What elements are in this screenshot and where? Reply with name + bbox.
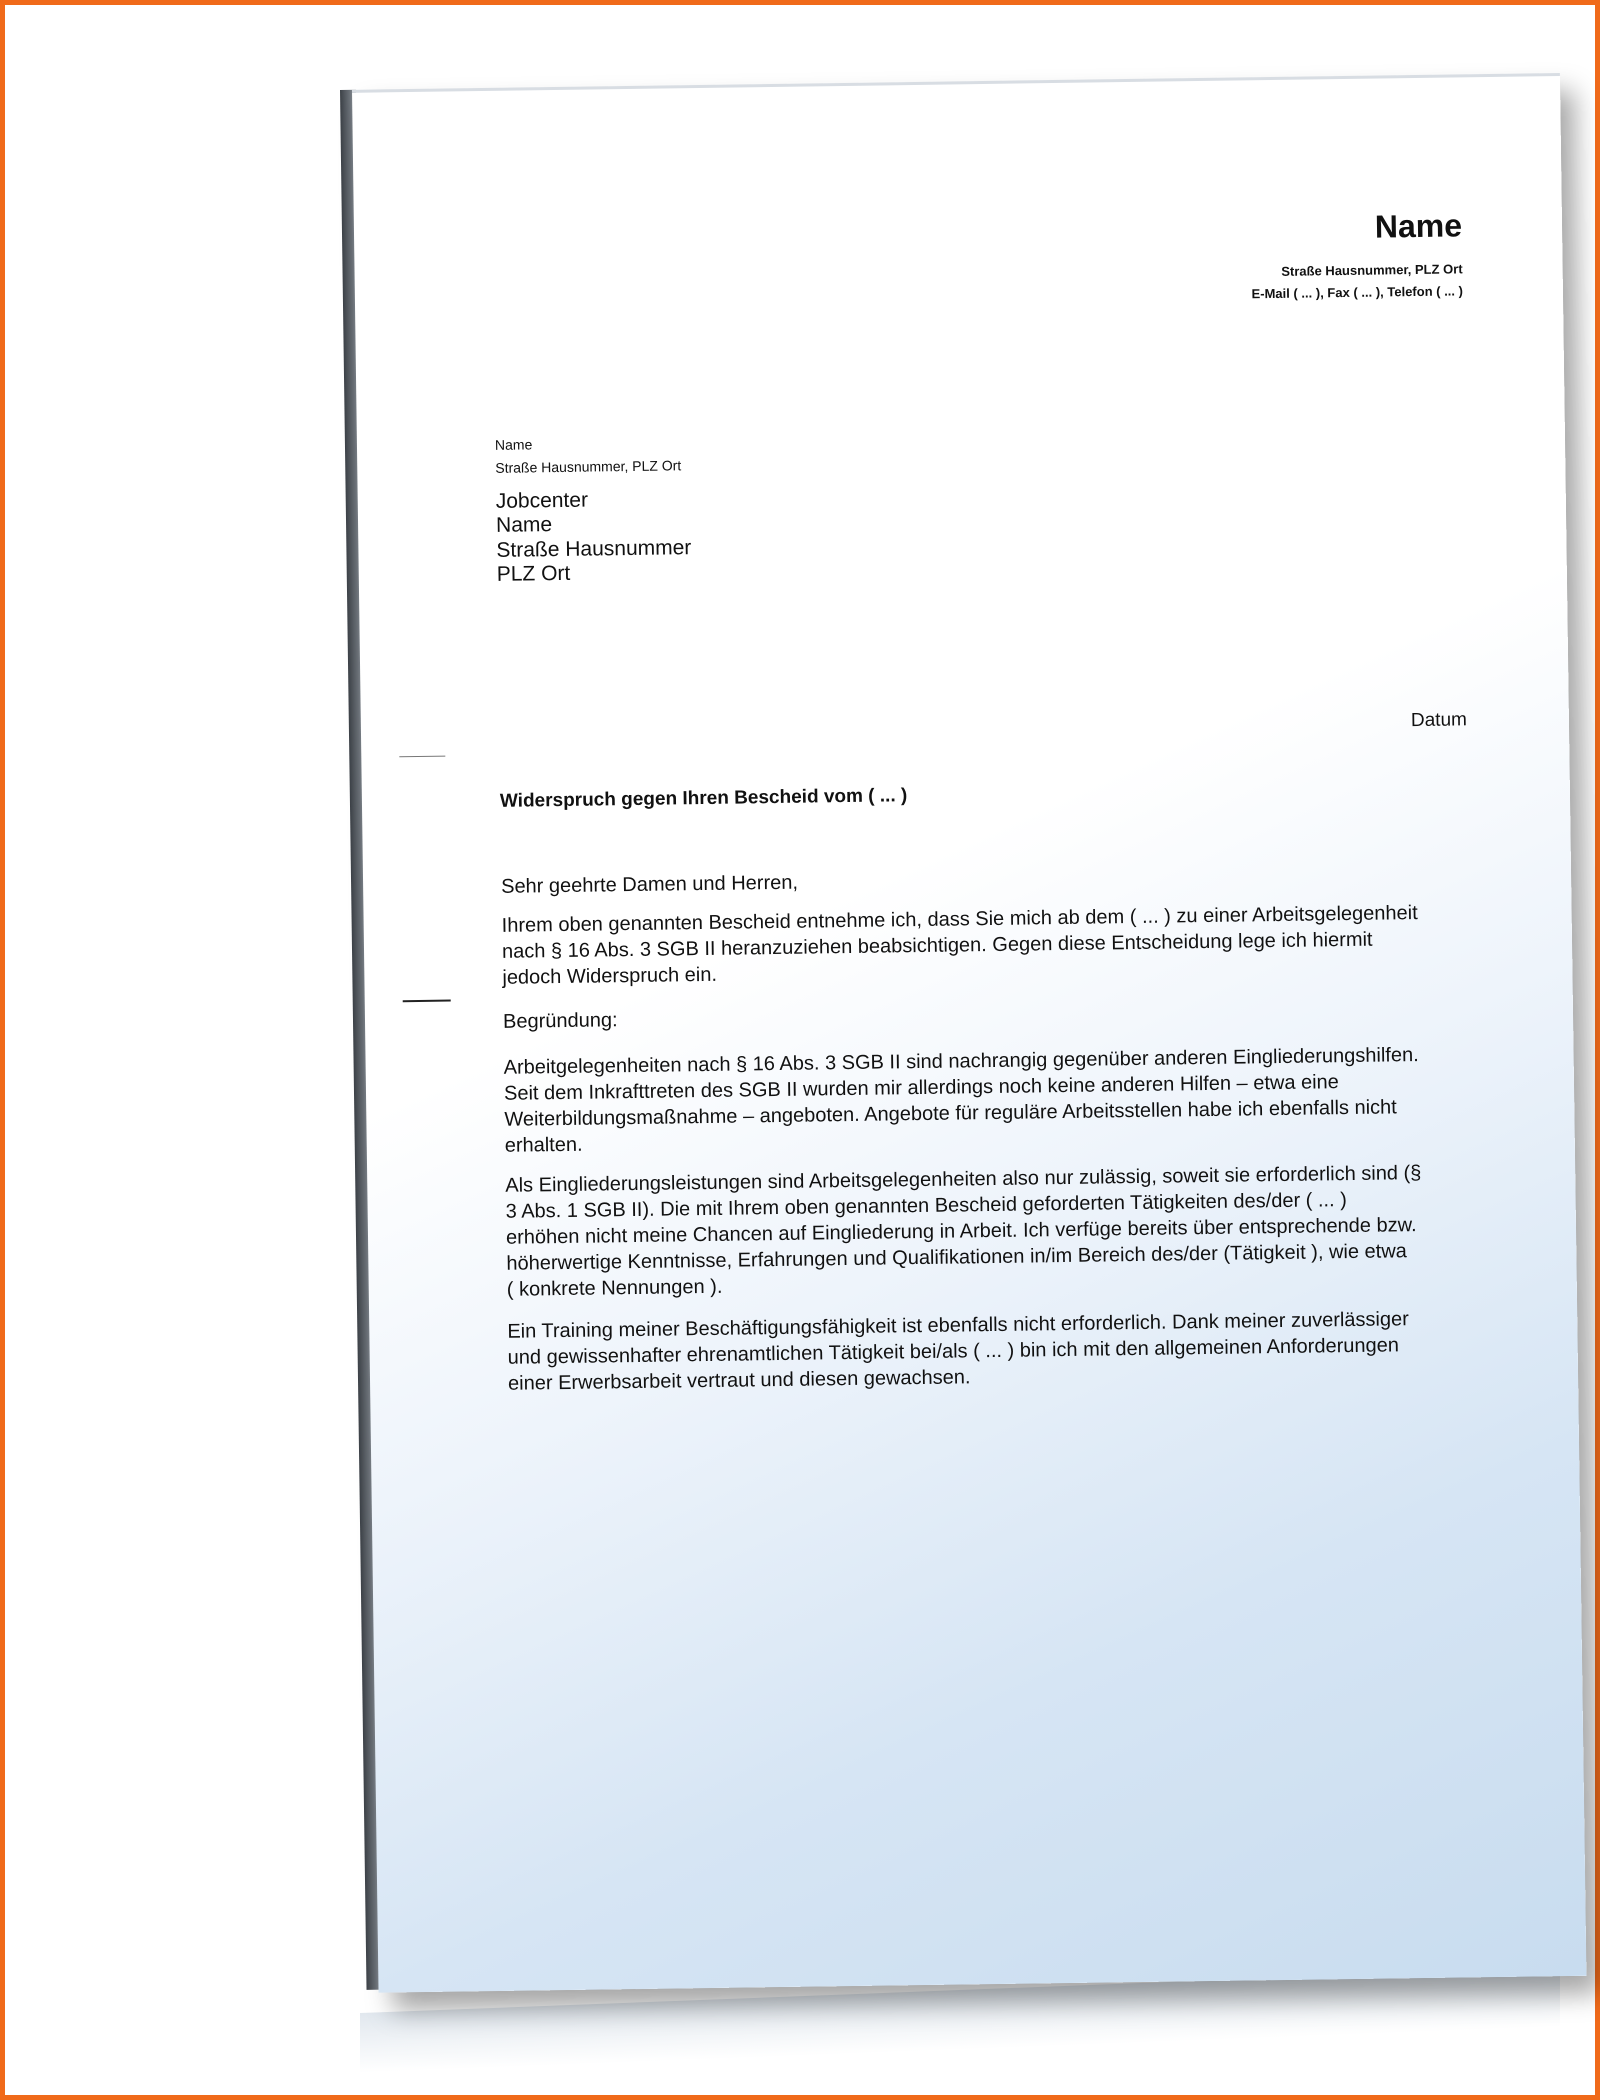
fold-mark-top xyxy=(399,756,445,758)
paragraph-line: und gewissenhafter ehrenamtlichen Tätigkeit bei/als ( ... ) bin ich mit den allgemeinen Anforderungen xyxy=(507,1334,1400,1369)
paragraph-1 xyxy=(503,1042,1419,1159)
reason-heading: Begründung: xyxy=(502,1009,618,1033)
paragraph-line: erhalten. xyxy=(504,1133,583,1157)
paragraph-line: Ein Training meiner Beschäftigungsfähigkeit ist ebenfalls nicht erforderlich. Dank meiner zuverlässiger xyxy=(507,1308,1409,1343)
paragraph-line: ( konkrete Nennungen ). xyxy=(506,1275,723,1301)
recipient-line-4: PLZ Ort xyxy=(496,561,571,586)
recipient-line-3: Straße Hausnummer xyxy=(496,536,692,562)
intro-line: Ihrem oben genannten Bescheid entnehme ich, dass Sie mich ab dem ( ... ) zu einer Arbeitsgelegenheit xyxy=(501,902,1418,937)
paragraph-line: 3 Abs. 1 SGB II). Die mit Ihrem oben genannten Bescheid geforderten Tätigkeiten des/der ( ... ) xyxy=(505,1189,1347,1223)
intro-line: nach § 16 Abs. 3 SGB II heranzuziehen beabsichtigen. Gegen diese Entscheidung lege ich hiermit xyxy=(501,928,1373,963)
paragraph-line: erhöhen nicht meine Chancen auf Eingliederung in Arbeit. Ich verfüge bereits über entsprechende bzw. xyxy=(505,1214,1417,1249)
return-address-street: Straße Hausnummer, PLZ Ort xyxy=(495,457,682,476)
paragraph-line: einer Erwerbsarbeit vertraut und diesen gewachsen. xyxy=(507,1366,971,1395)
paragraph-3 xyxy=(507,1306,1408,1397)
fold-mark-middle xyxy=(403,1000,451,1003)
letterhead-contact: E-Mail ( ... ), Fax ( ... ), Telefon ( ... ) xyxy=(1251,283,1464,302)
paragraph-line: Seit dem Inkrafttreten des SGB II wurden mir allerdings noch keine anderen Hilfen – etwa eine xyxy=(503,1071,1340,1105)
letter-sheet xyxy=(340,73,1586,1990)
letterhead-address: Straße Hausnummer, PLZ Ort xyxy=(1281,261,1463,279)
letter-subject: Widerspruch gegen Ihren Bescheid vom ( ... ) xyxy=(499,785,908,812)
paragraph-line: höherwertige Kenntnisse, Erfahrungen und Qualifikationen in/im Bereich des/der (Tätigkeit ), wie etwa xyxy=(506,1240,1407,1275)
paragraph-2 xyxy=(505,1160,1422,1303)
return-address-name: Name xyxy=(494,436,533,453)
salutation: Sehr geehrte Damen und Herren, xyxy=(500,871,799,898)
intro-paragraph xyxy=(501,900,1418,991)
paragraph-line: Arbeitgelegenheiten nach § 16 Abs. 3 SGB II sind nachrangig gegenüber anderen Eingliederungshilfen. xyxy=(503,1044,1419,1079)
recipient-line-2: Name xyxy=(495,513,553,537)
paragraph-line: Weiterbildungsmaßnahme – angeboten. Angebote für reguläre Arbeitsstellen habe ich ebenfalls nicht xyxy=(504,1096,1397,1131)
letter-page xyxy=(352,73,1586,1993)
intro-line: jedoch Widerspruch ein. xyxy=(502,963,718,989)
recipient-line-1: Jobcenter xyxy=(495,488,589,513)
letterhead-name: Name xyxy=(1374,207,1463,245)
letter-date: Datum xyxy=(1410,709,1468,732)
paragraph-line: Als Eingliederungsleistungen sind Arbeitsgelegenheiten also nur zulässig, soweit sie erforderlich sind (§ xyxy=(505,1162,1422,1197)
